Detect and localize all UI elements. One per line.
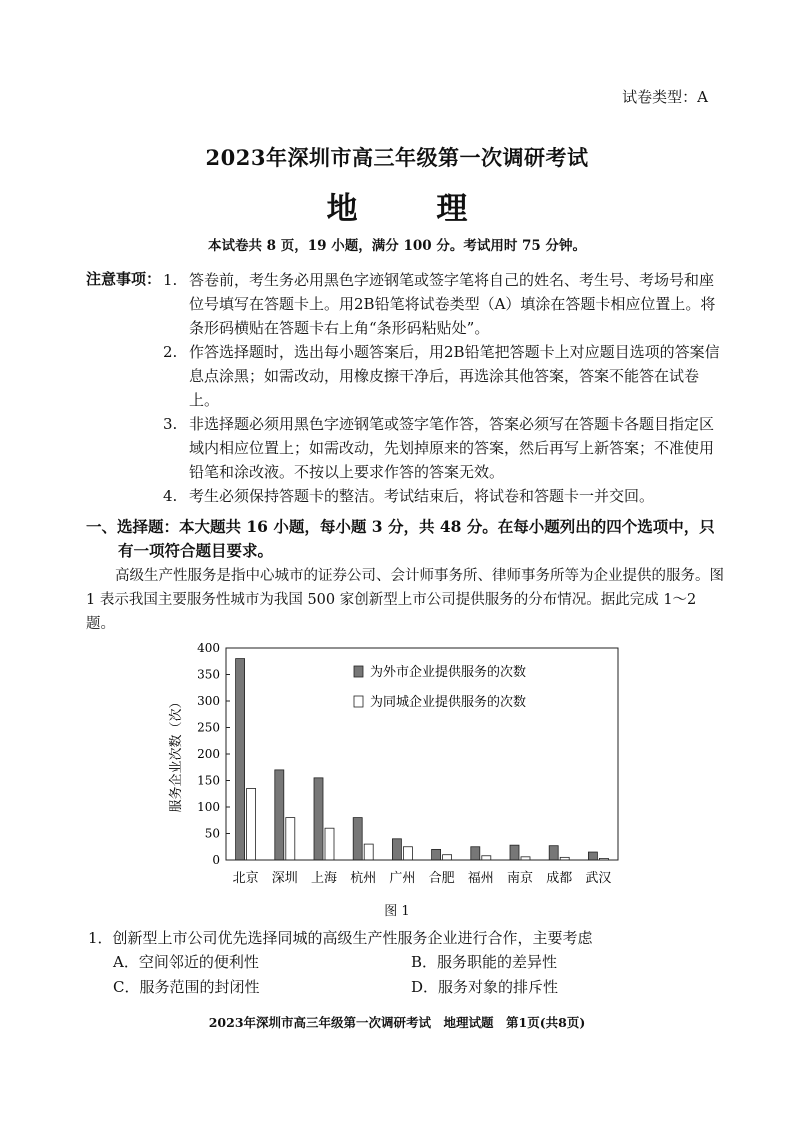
y-tick-label: 400 bbox=[197, 641, 220, 655]
bar-same-city-7 bbox=[482, 856, 491, 860]
option-text: 空间邻近的便利性 bbox=[138, 953, 259, 971]
x-tick-label: 杭州 bbox=[350, 871, 377, 886]
y-axis-title bbox=[168, 695, 184, 812]
intro-paragraph bbox=[86, 564, 726, 636]
x-tick-label: 深圳 bbox=[271, 871, 298, 886]
bar-same-city-2 bbox=[286, 818, 295, 860]
x-tick-label: 南京 bbox=[506, 871, 534, 886]
y-tick-label: 150 bbox=[197, 773, 220, 788]
y-tick-label: 100 bbox=[197, 800, 220, 814]
y-axis-label: 服务企业次数（次） bbox=[169, 695, 184, 813]
exam-title: 2023年深圳市高三年级第一次调研考试 bbox=[205, 145, 589, 170]
figure-caption: 图 1 bbox=[384, 904, 410, 919]
notice-num: 1. bbox=[163, 271, 178, 289]
x-tick-label: 广州 bbox=[389, 871, 416, 886]
x-tick-label: 福州 bbox=[467, 871, 494, 886]
bar-other-city-8 bbox=[510, 845, 519, 860]
paper-type-label: 试卷类型：A bbox=[622, 88, 708, 106]
y-tick-label: 0 bbox=[212, 853, 220, 867]
legend-swatch-1 bbox=[354, 666, 363, 677]
notice-item-1 bbox=[163, 268, 721, 340]
section-heading-line2: 有一项符合题目要求。 bbox=[118, 541, 274, 560]
notice-num: 3. bbox=[163, 415, 178, 433]
bar-other-city-6 bbox=[432, 849, 441, 860]
option-d[interactable] bbox=[411, 976, 558, 997]
bar-same-city-3 bbox=[325, 828, 334, 860]
bar-other-city-3 bbox=[314, 778, 323, 860]
notice-text: 非选择题必须用黑色字迹钢笔或签字笔作答，答案必须写在答题卡各题目指定区域内相应位置上；如需改动，先划掉原来的答案，然后再写上新答案；不准使用铅笔和涂改液。不按以上要求作答的答案无效。 bbox=[189, 415, 715, 481]
bar-same-city-5 bbox=[403, 847, 412, 860]
x-tick-label: 成都 bbox=[546, 871, 573, 886]
x-tick-label: 合肥 bbox=[428, 871, 455, 886]
y-tick-label: 350 bbox=[197, 667, 220, 682]
legend bbox=[354, 664, 526, 710]
option-text: 服务范围的封闭性 bbox=[139, 978, 260, 996]
legend-label-2: 为同城企业提供服务的次数 bbox=[370, 695, 527, 710]
x-tick-label: 上海 bbox=[310, 871, 338, 886]
bar-other-city-7 bbox=[471, 847, 480, 860]
x-tick-label: 武汉 bbox=[585, 871, 612, 886]
notice-label: 注意事项： bbox=[86, 270, 162, 288]
notice-text: 作答选择题时，选出每小题答案后，用2B铅笔把答题卡上对应题目选项的答案信息点涂黑；如需改动，用橡皮擦干净后，再选涂其他答案，答案不能答在试卷上。 bbox=[189, 343, 720, 409]
legend-label-1: 为外市企业提供服务的次数 bbox=[370, 665, 527, 680]
y-tick-label: 50 bbox=[204, 826, 220, 841]
option-letter: D． bbox=[411, 978, 439, 996]
notice-num: 2. bbox=[163, 343, 178, 361]
bar-other-city-5 bbox=[392, 839, 401, 860]
intro-text: 高级生产性服务是指中心城市的证券公司、会计师事务所、律师事务所等为企业提供的服务。图 1 表示我国主要服务性城市为我国 500 家创新型上市公司提供服务的分布情况。据此完成 1～2 题。 bbox=[86, 568, 724, 632]
bar-chart bbox=[160, 640, 630, 890]
option-c[interactable] bbox=[113, 976, 260, 997]
notice-item-4 bbox=[163, 484, 721, 508]
section-heading-line1: 一、选择题：本大题共 16 小题，每小题 3 分，共 48 分。在每小题列出的四个选项中，只 bbox=[86, 517, 715, 536]
bar-other-city-4 bbox=[353, 818, 362, 860]
bar-other-city-1 bbox=[236, 659, 245, 860]
exam-info: 本试卷共 8 页，19 小题，满分 100 分。考试用时 75 分钟。 bbox=[207, 238, 587, 254]
page-footer: 2023年深圳市高三年级第一次调研考试 地理试题 第1页(共8页) bbox=[208, 1015, 586, 1030]
bar-same-city-1 bbox=[247, 788, 256, 860]
legend-swatch-2 bbox=[354, 696, 363, 707]
y-tick-label: 250 bbox=[197, 720, 220, 735]
notice-num: 4. bbox=[163, 487, 178, 505]
option-letter: A． bbox=[113, 953, 139, 971]
bar-same-city-4 bbox=[364, 844, 373, 860]
option-letter: B． bbox=[411, 953, 438, 971]
notice-text: 答卷前，考生务必用黑色字迹钢笔或签字笔将自己的姓名、考生号、考场号和座位号填写在答题卡上。用2B铅笔将试卷类型（A）填涂在答题卡相应位置上。将条形码横贴在答题卡右上角“条形码粘贴处”。 bbox=[189, 271, 716, 337]
subject-title: 地 理 bbox=[326, 191, 502, 227]
notice-item-2 bbox=[163, 340, 721, 412]
option-text: 服务对象的排斥性 bbox=[438, 978, 559, 996]
option-text: 服务职能的差异性 bbox=[437, 953, 558, 971]
option-a[interactable] bbox=[113, 951, 259, 972]
section-heading bbox=[86, 515, 726, 563]
y-tick-label: 200 bbox=[197, 747, 220, 761]
bar-same-city-6 bbox=[443, 855, 452, 860]
y-tick-label: 300 bbox=[197, 694, 220, 708]
question-1-stem: 1．创新型上市公司优先选择同城的高级生产性服务企业进行合作，主要考虑 bbox=[88, 929, 593, 947]
bar-other-city-10 bbox=[588, 852, 597, 860]
bar-other-city-9 bbox=[549, 846, 558, 860]
notice-item-3 bbox=[163, 412, 721, 484]
notice-text: 考生必须保持答题卡的整洁。考试结束后，将试卷和答题卡一并交回。 bbox=[189, 487, 655, 505]
option-b[interactable] bbox=[411, 951, 557, 972]
x-tick-label: 北京 bbox=[232, 871, 259, 886]
option-letter: C． bbox=[113, 978, 140, 996]
bar-other-city-2 bbox=[275, 770, 284, 860]
